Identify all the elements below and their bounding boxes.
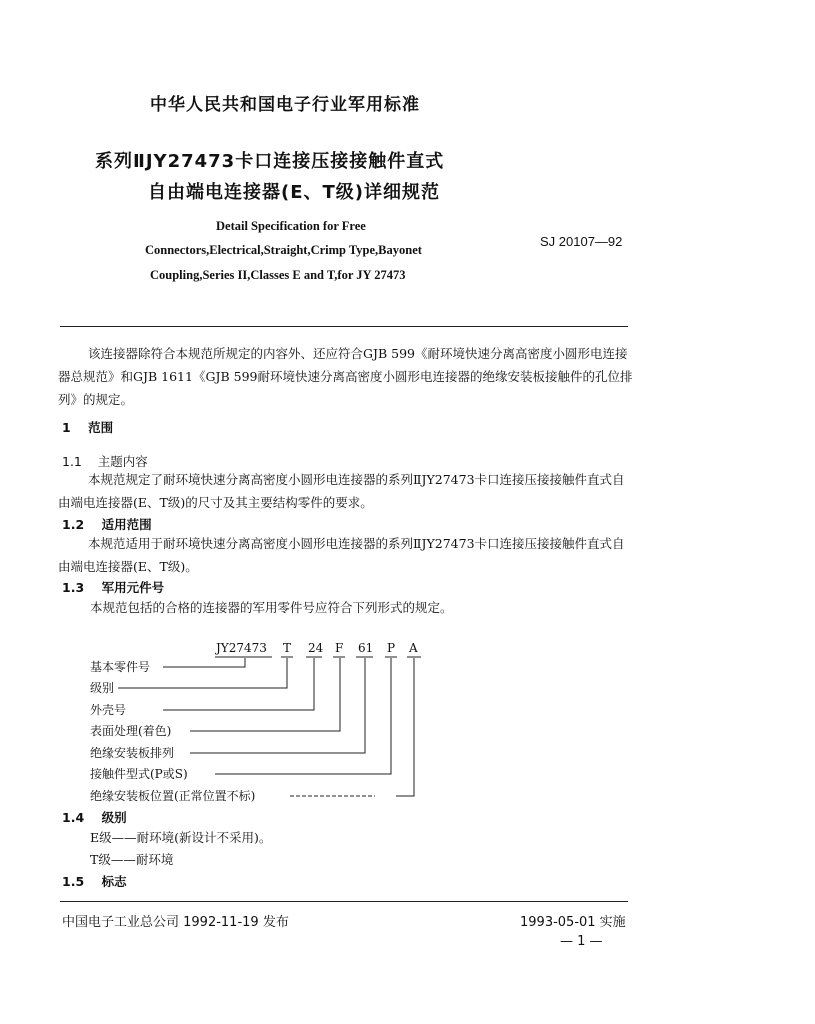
footer-divider (60, 901, 628, 902)
section-1-1-number: 1.1 (62, 454, 82, 469)
section-1-3-number: 1.3 (62, 580, 85, 595)
section-1-2-heading (62, 515, 152, 533)
code-class: T (283, 641, 292, 655)
document-title-line2: 自由端电连接器(E、T级)详细规范 (148, 182, 441, 203)
english-title-line3: Coupling,Series II,Classes E and T,for JY 27473 (150, 268, 406, 282)
label-base-part: 基本零件号 (90, 660, 151, 674)
section-1-2-text: 本规范适用于耐环境快速分离高密度小圆形电连接器的系列ⅡJY27473卡口连接压接接触件直式自由端电连接器(E、T级)。 (58, 536, 625, 574)
code-contact-type: P (387, 641, 396, 655)
section-1-5-number: 1.5 (62, 874, 85, 889)
label-insert-arrangement: 绝缘安装板排列 (90, 746, 175, 760)
label-shell-size: 外壳号 (90, 703, 127, 717)
effective-date: 1993-05-01 实施 (520, 915, 626, 930)
standard-category-title: 中华人民共和国电子行业军用标准 (150, 95, 420, 115)
section-1-2-title: 适用范围 (101, 517, 152, 532)
part-number-diagram (0, 630, 815, 805)
code-insert-arrangement: 61 (358, 641, 374, 655)
section-1-heading (62, 418, 113, 436)
code-base-part: JY27473 (216, 641, 267, 655)
english-title-line1: Detail Specification for Free (216, 219, 366, 233)
section-1-3-heading (62, 578, 164, 596)
section-1-4-title: 级别 (101, 810, 127, 825)
section-1-4-heading (62, 808, 127, 826)
section-1-1-title: 主题内容 (97, 454, 148, 469)
section-1-5-title: 标志 (101, 874, 127, 889)
code-insert-position: A (409, 641, 418, 655)
header-divider (60, 326, 628, 327)
section-1-2-body (58, 532, 633, 578)
section-1-5-heading (62, 872, 127, 890)
document-title-line1: 系列ⅡJY27473卡口连接压接接触件直式 (95, 151, 445, 172)
intro-text: 该连接器除符合本规范所规定的内容外、还应符合GJB 599《耐环境快速分离高密度小圆形电连接器总规范》和GJB 1611《GJB 599耐环境快速分离高密度小圆形电连接器的绝缘安装板接触件的孔位排列》的规定。 (58, 346, 633, 407)
section-1-2-number: 1.2 (62, 517, 85, 532)
section-1-3-text: 本规范包括的合格的连接器的军用零件号应符合下列形式的规定。 (90, 600, 453, 615)
label-finish: 表面处理(着色) (90, 724, 172, 738)
english-title-line2: Connectors,Electrical,Straight,Crimp Type,Bayonet (145, 243, 422, 257)
section-1-1-text: 本规范规定了耐环境快速分离高密度小圆形电连接器的系列ⅡJY27473卡口连接压接接触件直式自由端电连接器(E、T级)的尺寸及其主要结构零件的要求。 (58, 472, 625, 510)
class-e-item: E级——耐环境(新设计不采用)。 (90, 830, 272, 845)
standard-number: SJ 20107—92 (540, 234, 623, 249)
section-1-4-number: 1.4 (62, 810, 85, 825)
section-1-3-title: 军用元件号 (101, 580, 165, 595)
class-t-item: T级——耐环境 (90, 852, 174, 867)
section-1-number: 1 (62, 420, 71, 435)
label-insert-position: 绝缘安装板位置(正常位置不标) (90, 789, 256, 803)
publisher-note: 中国电子工业总公司 1992-11-19 发布 (62, 915, 289, 930)
code-finish: F (335, 641, 344, 655)
label-class: 级别 (90, 681, 115, 695)
page-number: — 1 — (560, 934, 603, 949)
section-1-title: 范围 (88, 420, 114, 435)
intro-paragraph (58, 342, 633, 411)
label-contact-type: 接触件型式(P或S) (90, 767, 188, 781)
section-1-1-body (58, 468, 633, 514)
code-shell-size: 24 (308, 641, 324, 655)
